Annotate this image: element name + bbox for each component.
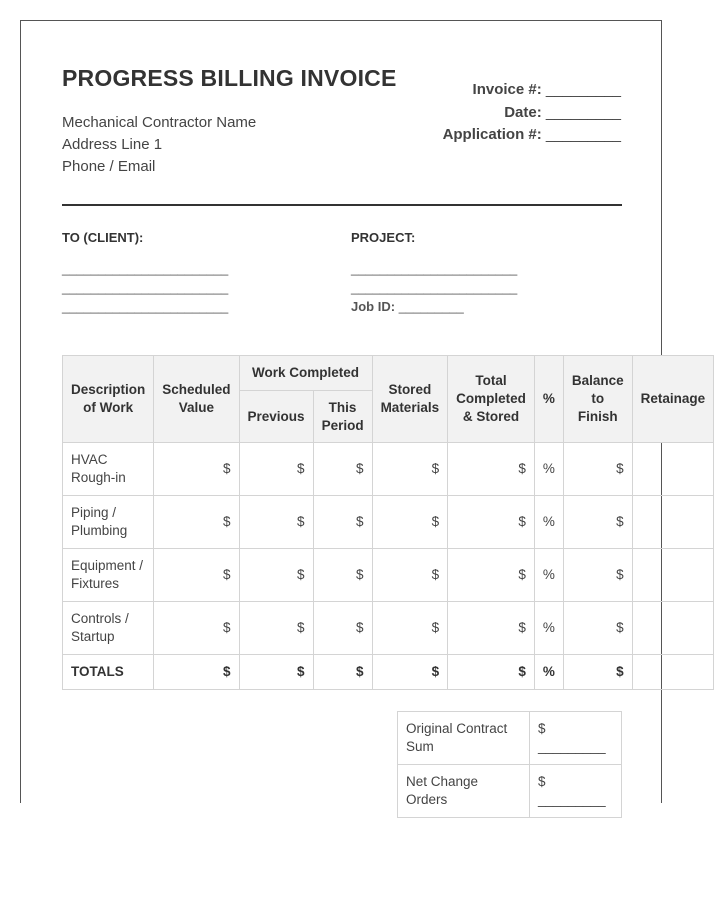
invoice-number-field[interactable]: _________: [545, 81, 621, 98]
project-line-1[interactable]: _______________________: [351, 261, 518, 276]
col-description-header: Description of Work: [63, 356, 154, 443]
table-row: [63, 602, 714, 655]
row-this-period-cell[interactable]: $: [313, 496, 372, 549]
contract-summary-table: [397, 711, 622, 818]
row-this-period-cell[interactable]: $: [313, 602, 372, 655]
row-total-cell[interactable]: $: [448, 496, 535, 549]
client-line-2[interactable]: _______________________: [62, 280, 229, 295]
row-retainage-cell[interactable]: [632, 496, 714, 549]
row-percent-cell[interactable]: %: [534, 602, 563, 655]
row-stored-cell[interactable]: $: [372, 602, 448, 655]
summary-value-field[interactable]: $ _________: [530, 712, 622, 765]
row-stored-cell[interactable]: $: [372, 443, 448, 496]
contractor-address: Address Line 1: [62, 136, 163, 153]
row-retainage-cell[interactable]: [632, 602, 714, 655]
totals-balance-cell[interactable]: $: [563, 655, 632, 690]
summary-label: Original Contract Sum: [398, 712, 530, 765]
contractor-name: Mechanical Contractor Name: [62, 114, 257, 131]
totals-retainage-cell[interactable]: [632, 655, 714, 690]
row-balance-cell[interactable]: $: [563, 602, 632, 655]
invoice-meta: [443, 79, 621, 147]
row-previous-cell[interactable]: $: [239, 549, 313, 602]
col-total-header: Total Completed & Stored: [448, 356, 535, 443]
row-percent-cell[interactable]: %: [534, 549, 563, 602]
row-description: Piping / Plumbing: [63, 496, 154, 549]
table-row: [63, 443, 714, 496]
col-work-completed-header: Work Completed: [239, 356, 372, 391]
invoice-number-label: Invoice #:: [472, 81, 542, 98]
totals-scheduled-cell[interactable]: $: [154, 655, 239, 690]
totals-this-period-cell[interactable]: $: [313, 655, 372, 690]
totals-total-cell[interactable]: $: [448, 655, 535, 690]
totals-stored-cell[interactable]: $: [372, 655, 448, 690]
date-field[interactable]: _________: [545, 103, 621, 121]
row-previous-cell[interactable]: $: [239, 602, 313, 655]
job-id-label: Job ID:: [351, 299, 396, 314]
row-description: HVAC Rough-in: [63, 443, 154, 496]
summary-label: Net Change Orders: [398, 765, 530, 818]
col-scheduled-header: Scheduled Value: [154, 356, 239, 443]
row-previous-cell[interactable]: $: [239, 496, 313, 549]
row-balance-cell[interactable]: $: [563, 496, 632, 549]
col-percent-header: %: [534, 356, 563, 443]
table-row: [63, 549, 714, 602]
row-balance-cell[interactable]: $: [563, 443, 632, 496]
row-previous-cell[interactable]: $: [239, 443, 313, 496]
project-block: [351, 230, 517, 316]
totals-row: [63, 655, 714, 690]
project-line-2[interactable]: _______________________: [351, 280, 518, 295]
totals-previous-cell[interactable]: $: [239, 655, 313, 690]
invoice-title: PROGRESS BILLING INVOICE: [62, 65, 397, 91]
row-percent-cell[interactable]: %: [534, 496, 563, 549]
row-description: Equipment / Fixtures: [63, 549, 154, 602]
row-stored-cell[interactable]: $: [372, 549, 448, 602]
client-line-1[interactable]: _______________________: [62, 261, 229, 276]
row-description: Controls / Startup: [63, 602, 154, 655]
row-total-cell[interactable]: $: [448, 443, 535, 496]
table-row: [63, 496, 714, 549]
client-block: [62, 230, 228, 316]
col-retainage-header: Retainage: [632, 356, 714, 443]
totals-label: TOTALS: [63, 655, 154, 690]
row-total-cell[interactable]: $: [448, 549, 535, 602]
row-total-cell[interactable]: $: [448, 602, 535, 655]
application-number-label: Application #:: [442, 126, 542, 143]
header-divider: [62, 204, 622, 206]
row-balance-cell[interactable]: $: [563, 549, 632, 602]
job-id-field[interactable]: _________: [398, 299, 464, 314]
date-row: [443, 102, 621, 125]
row-stored-cell[interactable]: $: [372, 496, 448, 549]
invoice-page: [20, 20, 706, 807]
application-number-row: [443, 124, 621, 147]
col-balance-header: Balance to Finish: [563, 356, 632, 443]
billing-table: [62, 355, 714, 690]
totals-percent-cell[interactable]: %: [534, 655, 563, 690]
col-previous-header: Previous: [239, 391, 313, 443]
contractor-contact: Phone / Email: [62, 158, 156, 175]
job-id-row: [351, 297, 517, 316]
summary-value-field[interactable]: $ _________: [530, 765, 622, 818]
row-scheduled-cell[interactable]: $: [154, 602, 239, 655]
contractor-info: [62, 112, 256, 178]
date-label: Date:: [504, 103, 542, 121]
row-scheduled-cell[interactable]: $: [154, 496, 239, 549]
project-label: PROJECT:: [351, 230, 416, 245]
summary-row: [398, 765, 622, 818]
client-line-3[interactable]: _______________________: [62, 299, 229, 314]
row-percent-cell[interactable]: %: [534, 443, 563, 496]
invoice-number-row: [443, 79, 621, 102]
row-scheduled-cell[interactable]: $: [154, 443, 239, 496]
row-retainage-cell[interactable]: [632, 549, 714, 602]
row-this-period-cell[interactable]: $: [313, 443, 372, 496]
row-this-period-cell[interactable]: $: [313, 549, 372, 602]
summary-row: [398, 712, 622, 765]
application-number-field[interactable]: _________: [545, 126, 621, 143]
row-scheduled-cell[interactable]: $: [154, 549, 239, 602]
client-label: TO (CLIENT):: [62, 230, 144, 245]
col-this-period-header: This Period: [313, 391, 372, 443]
row-retainage-cell[interactable]: [632, 443, 714, 496]
col-stored-header: Stored Materials: [372, 356, 448, 443]
